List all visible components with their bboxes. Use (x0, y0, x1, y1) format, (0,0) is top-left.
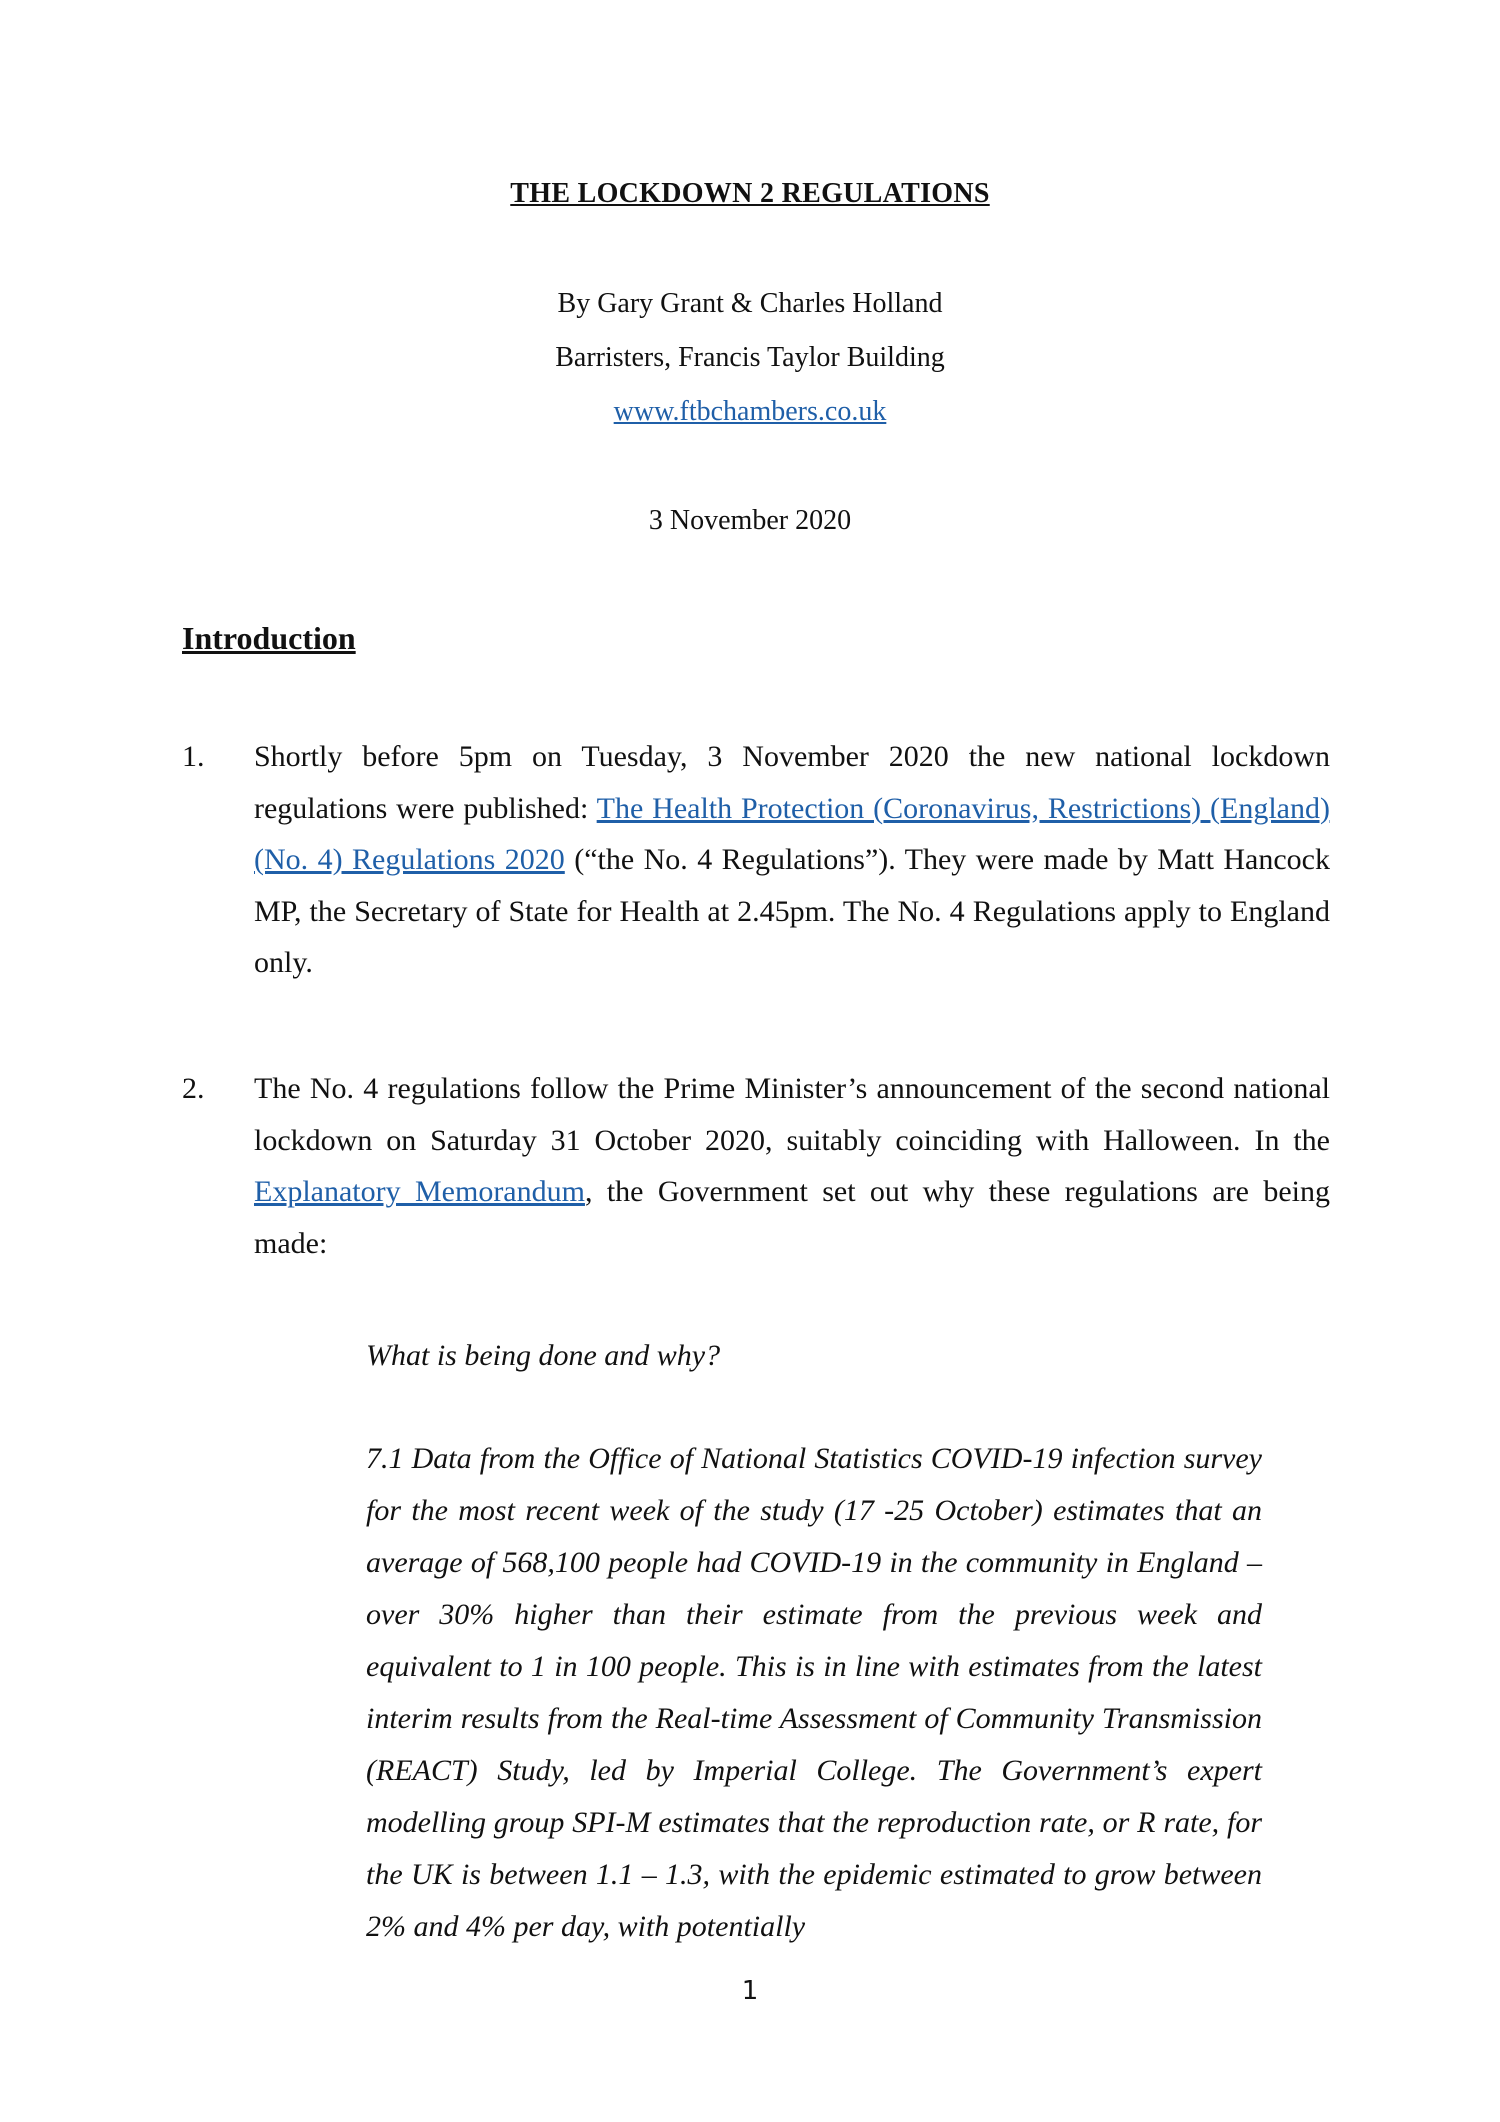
paragraph-body (254, 731, 1330, 989)
paragraph-number: 1. (182, 740, 205, 773)
paragraph-text: Shortly before 5pm on Tuesday, 3 November 2020 the new national lockdown regulations were published: (254, 740, 1330, 825)
paragraph-number: 2. (182, 1072, 205, 1105)
paragraph-text: , the Government set out why these regulations are being made: (254, 1175, 1330, 1260)
document-date: 3 November 2020 (648, 505, 852, 536)
affiliation: Barristers, Francis Taylor Building (555, 342, 945, 373)
byline: By Gary Grant & Charles Holland (557, 288, 943, 319)
page-number: 1 (741, 1976, 759, 2006)
paragraph-text: The No. 4 regulations follow the Prime Minister’s announcement of the second national lockdown on Saturday 31 October 2020, suitably coinciding with Halloween. In the (254, 1072, 1330, 1157)
quote-text: 7.1 Data from the Office of National Statistics COVID-19 infection survey for the most recent week of the study (17 -25 October) estimates that an average of 568,100 people had COVID-19 in the community in England – over 30% higher than their estimate from the previous week and equivalent to 1 in 100 people. This is in line with estimates from the latest interim results from the Real-time Assessment of Community Transmission (REACT) Study, led by Imperial College. The Government’s expert modelling group SPI-M estimates that the reproduction rate, or R rate, for the UK is between 1.1 – 1.3, with the epidemic estimated to grow between 2% and 4% per day, with potentially (366, 1442, 1262, 1943)
quote-block (366, 1433, 1262, 1953)
regulations-link[interactable]: The Health Protection (Coronavirus, Restrictions) (England)(No. 4) Regulations 2020 (254, 791, 1330, 876)
section-heading: Introduction (182, 620, 356, 656)
explanatory-memorandum-link[interactable]: Explanatory Memorandum (254, 1175, 585, 1208)
paragraph-text: (“the No. 4 Regulations”). They were made by Matt Hancock MP, the Secretary of State for Health at 2.45pm. The No. 4 Regulations apply to England only. (254, 843, 1331, 979)
paragraph-1 (182, 731, 1330, 989)
document-title: THE LOCKDOWN 2 REGULATIONS (510, 178, 990, 209)
paragraph-2 (182, 1063, 1330, 1269)
quote-heading: What is being done and why? (366, 1339, 721, 1372)
website-line (0, 396, 1500, 428)
website-link[interactable]: www.ftbchambers.co.uk (613, 396, 887, 427)
paragraph-body (254, 1063, 1330, 1269)
